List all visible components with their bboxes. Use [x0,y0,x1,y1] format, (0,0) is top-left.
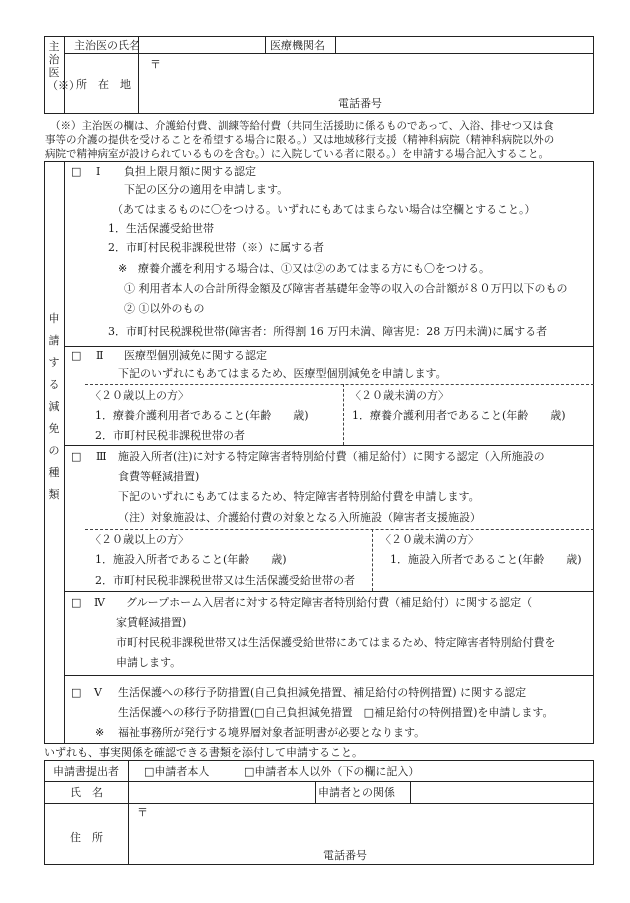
section5-title: 生活保護への移行予防措置(自己負担減免措置、補足給付の特例措置) に関する認定 [118,686,527,699]
physician-name-field[interactable] [139,37,264,52]
section1-note-mark: ※ [118,262,128,275]
section3-adult-item2[interactable]: 2．市町村民税非課税世帯又は生活保護受給世帯の者 [95,574,355,587]
section1-sub1[interactable]: ① 利用者本人の合計所得金額及び障害者基礎年金等の収入の合計額が８０万円以下のもの [124,282,568,295]
section2-number: Ⅱ [96,349,104,362]
section3-checkbox[interactable]: □ [71,450,82,463]
section4-line2: 申請します。 [116,656,182,669]
section3-number: Ⅲ [96,450,107,463]
section5-line1: 生活保護への移行予防措置(□自己負担減免措置 □補足給付の特例措置)を申請します。 [118,706,554,719]
section2-line1: 下記のいずれにもあてはまるため、医療型個別減免を申請します。 [118,367,447,380]
submitter-name-label: 氏 名 [70,786,103,799]
section4-checkbox[interactable]: □ [71,596,82,609]
section1-item1[interactable]: 1．生活保護受給世帯 [108,222,214,235]
section3-note: （注）対象施設は、介護給付費の対象となる入所施設（障害者支援施設） [118,511,481,524]
institution-field[interactable] [336,37,593,52]
submitter-phone-label: 電話番号 [323,849,367,862]
section2-title: 医療型個別減免に関する認定 [124,349,267,362]
section3-adult-item1[interactable]: 1．施設入所者であること(年齢 歳) [95,553,287,566]
section1-item2[interactable]: 2．市町村民税非課税世帯（※）に属する者 [108,241,324,254]
attach-note: いずれも、事実関係を確認できる書類を添付して申請すること。 [44,746,363,759]
section1-line2: （あてはまるものに〇をつける。いずれにもあてはまらない場合は空欄とすること。） [112,203,536,216]
physician-name-label: 主治医の氏名 [74,39,140,52]
section5-note: 福祉事務所が発行する境界層対象者証明書が必要となります。 [118,726,426,739]
section4-title2: 家賃軽減措置) [116,616,187,629]
institution-label: 医療機関名 [270,39,325,52]
submitter-address-label: 住 所 [70,831,103,844]
section4-number: Ⅳ [94,596,105,609]
physician-note-line2: 事等の介護の提供を受けることを希望する場合に限る。）又は地域移行支援（精神科病院（精神科病院以外の [45,134,555,146]
section5-checkbox[interactable]: □ [71,686,82,699]
section1-number: Ⅰ [96,165,101,178]
submitter-label: 申請書提出者 [53,765,119,778]
section4-line1: 市町村民税非課税世帯又は生活保護受給世帯にあてはまるため、特定障害者特別給付費を [116,636,556,649]
section4-title: グループホーム入居者に対する特定障害者特別給付費（補足給付）に関する認定（ [126,596,533,609]
section2-adult-item2[interactable]: 2．市町村民税非課税世帯の者 [95,429,245,442]
physician-postal-mark: 〒 [150,58,161,71]
physician-note-line3: 病院で精神病室が設けられているものを含む。）に入院している者に限る。）を申請する場合記入すること。 [45,148,549,160]
section2-checkbox[interactable]: □ [71,349,82,362]
section5-number: Ⅴ [94,686,102,699]
section2-adult-header: 〈２０歳以上の方〉 [90,389,189,402]
section3-adult-header: 〈２０歳以上の方〉 [90,533,189,546]
submitter-option-other[interactable]: □申請者本人以外（下の欄に記入） [244,765,420,778]
section2-adult-item1[interactable]: 1．療養介護利用者であること(年齢 歳) [95,409,309,422]
section1-line1: 下記の区分の適用を申請します。 [124,183,289,196]
physician-address-label: 所 在 地 [76,78,131,91]
physician-side-label: 主治医（※） [47,40,80,92]
section3-child-header: 〈２０歳未満の方〉 [380,533,479,546]
section1-sub2[interactable]: ② ①以外のもの [124,302,205,315]
physician-phone-label: 電話番号 [338,97,382,110]
section2-child-header: 〈２０歳未満の方〉 [350,389,449,402]
section5-note-mark: ※ [95,726,105,739]
physician-note-line1: （※）主治医の欄は、介護給付費、訓練等給付費（共同生活援助に係るものであって、入浴、排せつ又は食 [50,120,554,132]
relation-label: 申請者との関係 [318,786,395,799]
section1-note: 療養介護を利用する場合は、①又は②のあてはまる方にも〇をつける。 [138,262,490,275]
section3-title2: 食費等軽減措置) [118,470,200,483]
submitter-option-self[interactable]: □申請者本人 [144,765,210,778]
section1-item3[interactable]: 3．市町村民税課税世帯(障害者：所得割 16 万円未満、障害児：28 万円未満)に属する者 [108,325,548,338]
section2-child-item1[interactable]: 1．療養介護利用者であること(年齢 歳) [352,409,566,422]
reduction-type-side-label: 申請する減免の種類 [48,312,60,501]
relation-field[interactable] [411,782,593,802]
section3-title: 施設入所者(注)に対する特定障害者特別給付費（補足給付）に関する認定（入所施設の [118,450,545,463]
section1-title: 負担上限月額に関する認定 [124,165,256,178]
section3-child-item1[interactable]: 1．施設入所者であること(年齢 歳) [390,553,582,566]
submitter-name-field[interactable] [129,782,314,802]
section3-line1: 下記のいずれにもあてはまるため、特定障害者特別給付費を申請します。 [118,490,480,503]
submitter-postal-mark: 〒 [137,806,148,819]
section1-checkbox[interactable]: □ [71,165,82,178]
